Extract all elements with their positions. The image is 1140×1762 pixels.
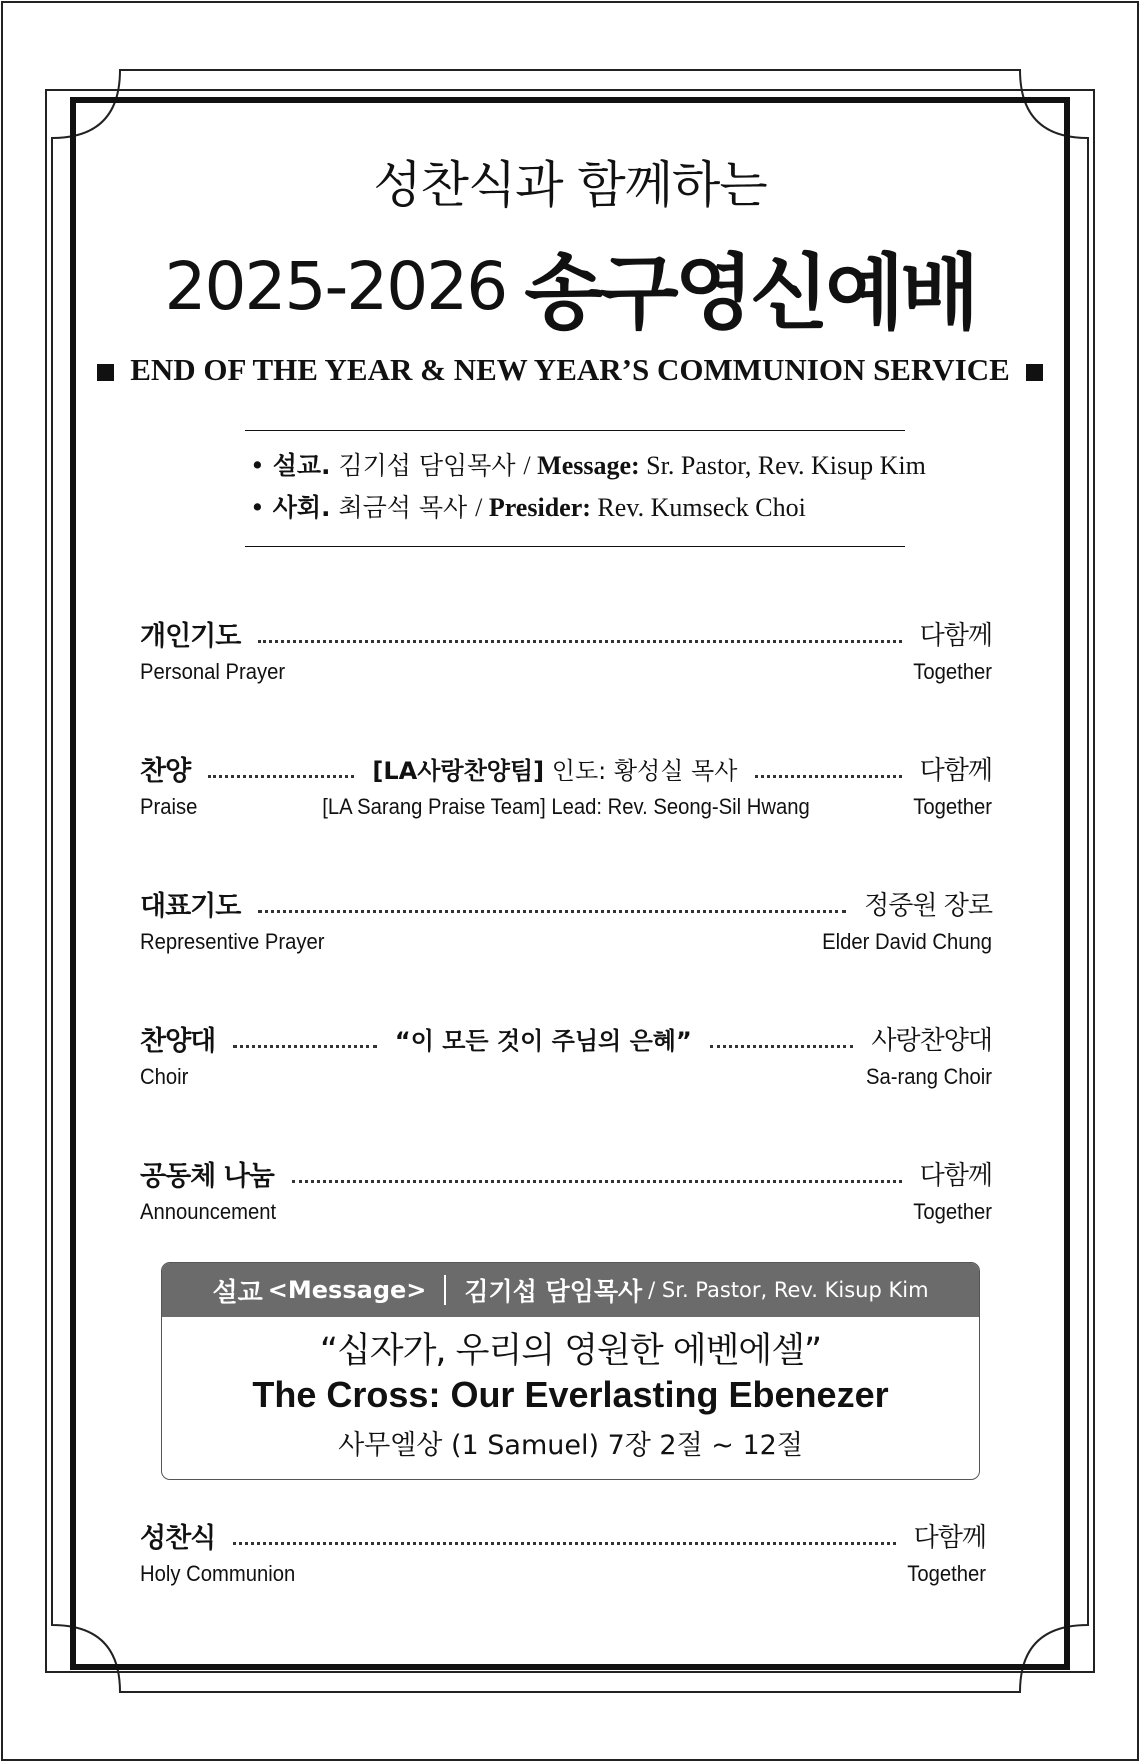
title-line2 <box>0 228 1140 345</box>
order-item-holy-communion: 성찬식 다함께 Holy Communion Together <box>140 1522 987 1586</box>
scripture: 사무엘상 (1 Samuel) 7장 2절 ~ 12절 <box>338 1430 803 1461</box>
message-box <box>161 1262 980 1480</box>
header-divider <box>444 1275 446 1305</box>
sermon-title-en: The Cross: Our Everlasting Ebenezer <box>252 1374 889 1415</box>
sermon-title-ko: “십자가, 우리의 영원한 에벤에셀” <box>319 1331 822 1371</box>
order-item-praise: 찬양 [LA사랑찬양팀] 인도: 황성실 목사 다함께 Praise [LA Sarang Praise Team] Lead: Rev. Seong-Sil Hwang Together <box>140 755 993 819</box>
credits-top-divider <box>245 430 905 431</box>
credits-bottom-divider <box>245 546 905 547</box>
message-header: 설교 <Message> 김기섭 담임목사 / Sr. Pastor, Rev. Kisup Kim <box>162 1263 979 1317</box>
title-name: 송구영신예배 <box>524 246 976 341</box>
order-item-announcement: 공동체 나눔 다함께 Announcement Together <box>140 1160 993 1224</box>
square-bullet-left-icon <box>97 364 114 381</box>
credit-presider: • 사회. 최금석 목사 / Presider: Rev. Kumseck Choi <box>250 493 806 522</box>
order-item-representive-prayer: 대표기도 정중원 장로 Representive Prayer Elder David Chung <box>140 890 993 954</box>
subtitle: END OF THE YEAR & NEW YEAR’S COMMUNION SERVICE <box>0 350 1140 390</box>
title-year: 2025-2026 <box>164 248 507 325</box>
credit-message: • 설교. 김기섭 담임목사 / Message: Sr. Pastor, Rev. Kisup Kim <box>250 451 926 480</box>
order-item-choir: 찬양대 “이 모든 것이 주님의 은혜” 사랑찬양대 Choir Sa-rang Choir <box>140 1025 993 1089</box>
square-bullet-right-icon <box>1026 364 1043 381</box>
order-item-personal-prayer: 개인기도 다함께 Personal Prayer Together <box>140 620 993 684</box>
credits <box>245 445 926 529</box>
title-line1: 성찬식과 함께하는 <box>373 156 767 214</box>
